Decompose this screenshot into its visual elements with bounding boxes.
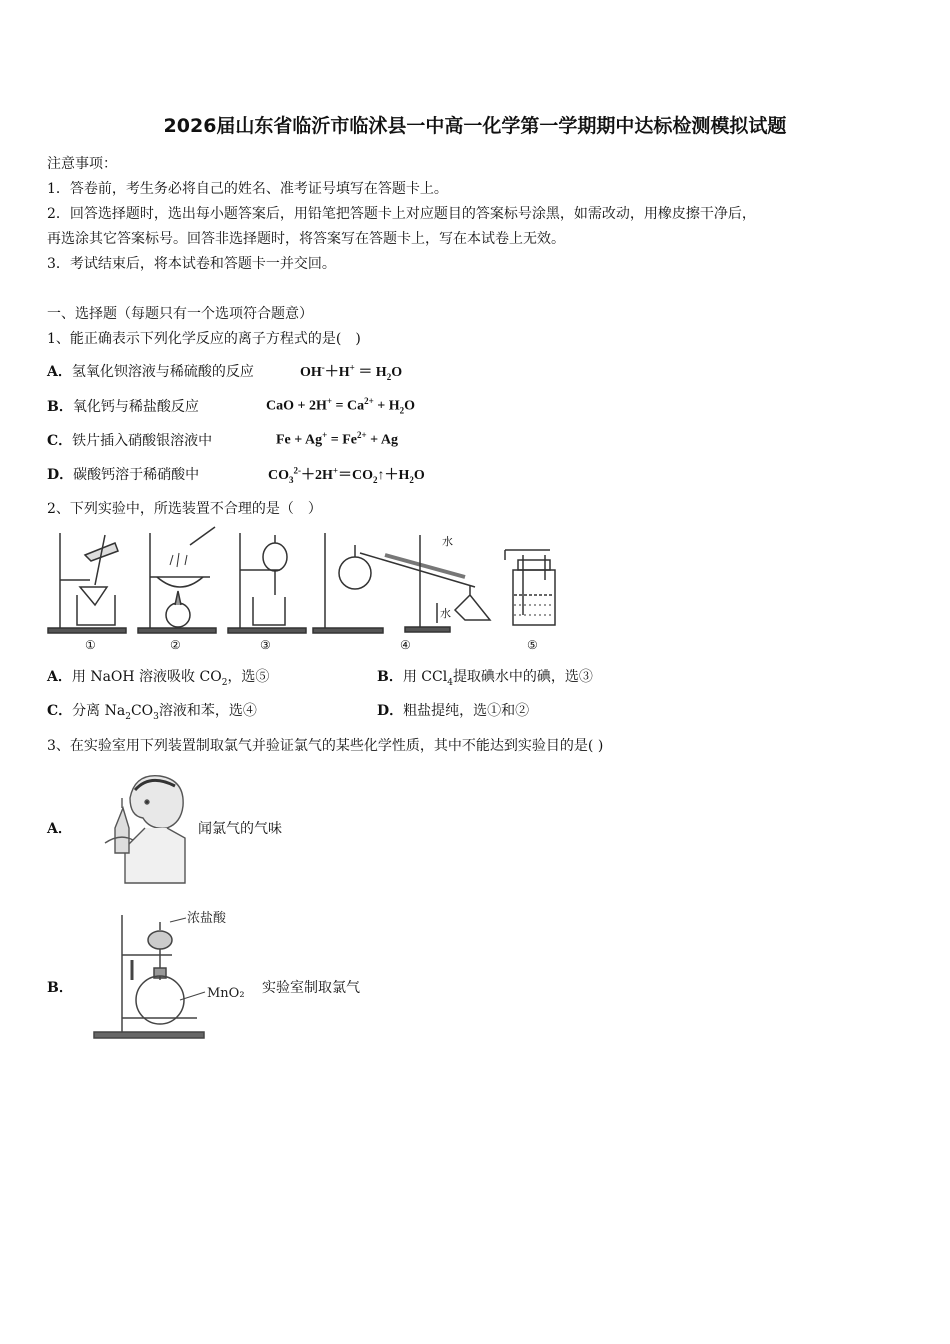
q2-option-c [47,700,257,722]
q3-stem: 3、在实验室用下列装置制取氯气并验证氯气的某些化学性质，其中不能达到实验目的是( ) [47,738,604,754]
notice-item-3: 3．考试结束后，将本试卷和答题卡一并交回。 [47,256,336,272]
q2-a-text-end: ，选⑤ [227,669,270,685]
apparatus-1 [48,533,126,633]
q2-c-text-mid: CO [130,703,154,719]
notice-item-1: 1．答卷前，考生务必将自己的姓名、准考证号填写在答题卡上。 [47,181,448,197]
q2-option-d [377,700,529,720]
q3-a-smelling-figure [95,768,195,886]
apparatus-4 [313,533,490,633]
q1-a-text: 氢氧化钡溶液与稀硫酸的反应 [71,364,254,380]
q2-b-label: B． [377,669,403,685]
q1-d-formula: $CO_3^{2-}+2H^+=CO_2↑+H_2O$ [268,465,425,485]
q2-c-label: C． [47,703,73,719]
fig-label-mno2: MnO₂ [207,986,245,1001]
q2-c-sub1: 2 [125,711,131,722]
q1-d-text: 碳酸钙溶于稀硝酸中 [73,467,200,483]
apparatus-5 [505,550,555,625]
fig-label-1: ① [85,638,96,652]
q2-a-sub: 2 [221,677,228,688]
q3-b-chlorine-prep-figure [72,900,262,1050]
page-title: 2026届山东省临沂市临沭县一中高一化学第一学期期中达标检测模拟试题 [163,115,787,137]
fig-label-conc-hcl: 浓盐酸 [187,911,227,926]
q1-a-formula: $OH^-+H^+ = H_2O$ [300,362,403,382]
section-heading: 一、选择题（每题只有一个选项符合题意） [47,306,313,322]
q3-a-caption: 闻氯气的气味 [198,821,282,837]
q2-apparatus-figure [45,525,570,655]
q1-c-label: C． [47,433,73,449]
q2-a-label: A． [47,669,72,685]
q1-option-b [47,396,199,416]
q2-c-text: 分离 Na [72,703,126,719]
q2-stem: 2、下列实验中，所选装置不合理的是（ ） [47,501,322,517]
q1-option-d [47,464,199,484]
apparatus-2 [138,527,216,633]
q2-c-text-end: 溶液和苯，选④ [158,703,257,719]
q1-a-label: A． [47,364,72,380]
q2-option-b [377,666,593,688]
fig-label-5: ⑤ [527,638,538,652]
q1-b-text: 氧化钙与稀盐酸反应 [72,399,199,415]
q2-d-label: D． [377,703,404,719]
water-label-bottom: 水 [440,607,451,620]
q2-c-sub2: 3 [153,711,159,722]
fig-label-2: ② [170,638,181,652]
q1-c-formula: $Fe + Ag^+ = Fe^{2+} + Ag$ [276,430,398,448]
q1-d-label: D． [47,467,74,483]
q3-b-label: B． [47,980,73,996]
q2-b-sub: 4 [447,677,453,688]
water-label-top: 水 [442,535,453,548]
notice-item-2b: 再选涂其它答案标号。回答非选择题时，将答案写在答题卡上，写在本试卷上无效。 [47,231,565,247]
q1-option-a [47,361,254,381]
q1-option-c [47,430,212,450]
q1-b-label: B． [47,399,73,415]
q1-b-formula: CaO + $2H^+ = Ca^{2+} + H_2O$ [266,396,416,416]
apparatus-3 [228,533,306,633]
fig-label-4: ④ [400,638,411,652]
q2-b-text: 用 CCl [402,669,448,685]
q3-b-caption: 实验室制取氯气 [262,980,360,996]
q2-option-a [47,666,269,688]
notice-item-2a: 2．回答选择题时，选出每小题答案后，用铅笔把答题卡上对应题目的答案标号涂黑，如需改动，用橡皮擦干净后， [47,206,756,222]
q1-stem: 1、能正确表示下列化学反应的离子方程式的是( ) [47,331,361,347]
q2-d-text: 粗盐提纯，选①和② [403,703,530,719]
fig-label-3: ③ [260,638,271,652]
q2-b-text-end: 提取碘水中的碘，选③ [452,669,593,685]
q3-a-label: A． [47,821,72,837]
notice-heading: 注意事项： [47,156,117,172]
q1-c-text: 铁片插入硝酸银溶液中 [72,433,213,449]
q2-a-text: 用 NaOH 溶液吸收 CO [71,669,222,685]
